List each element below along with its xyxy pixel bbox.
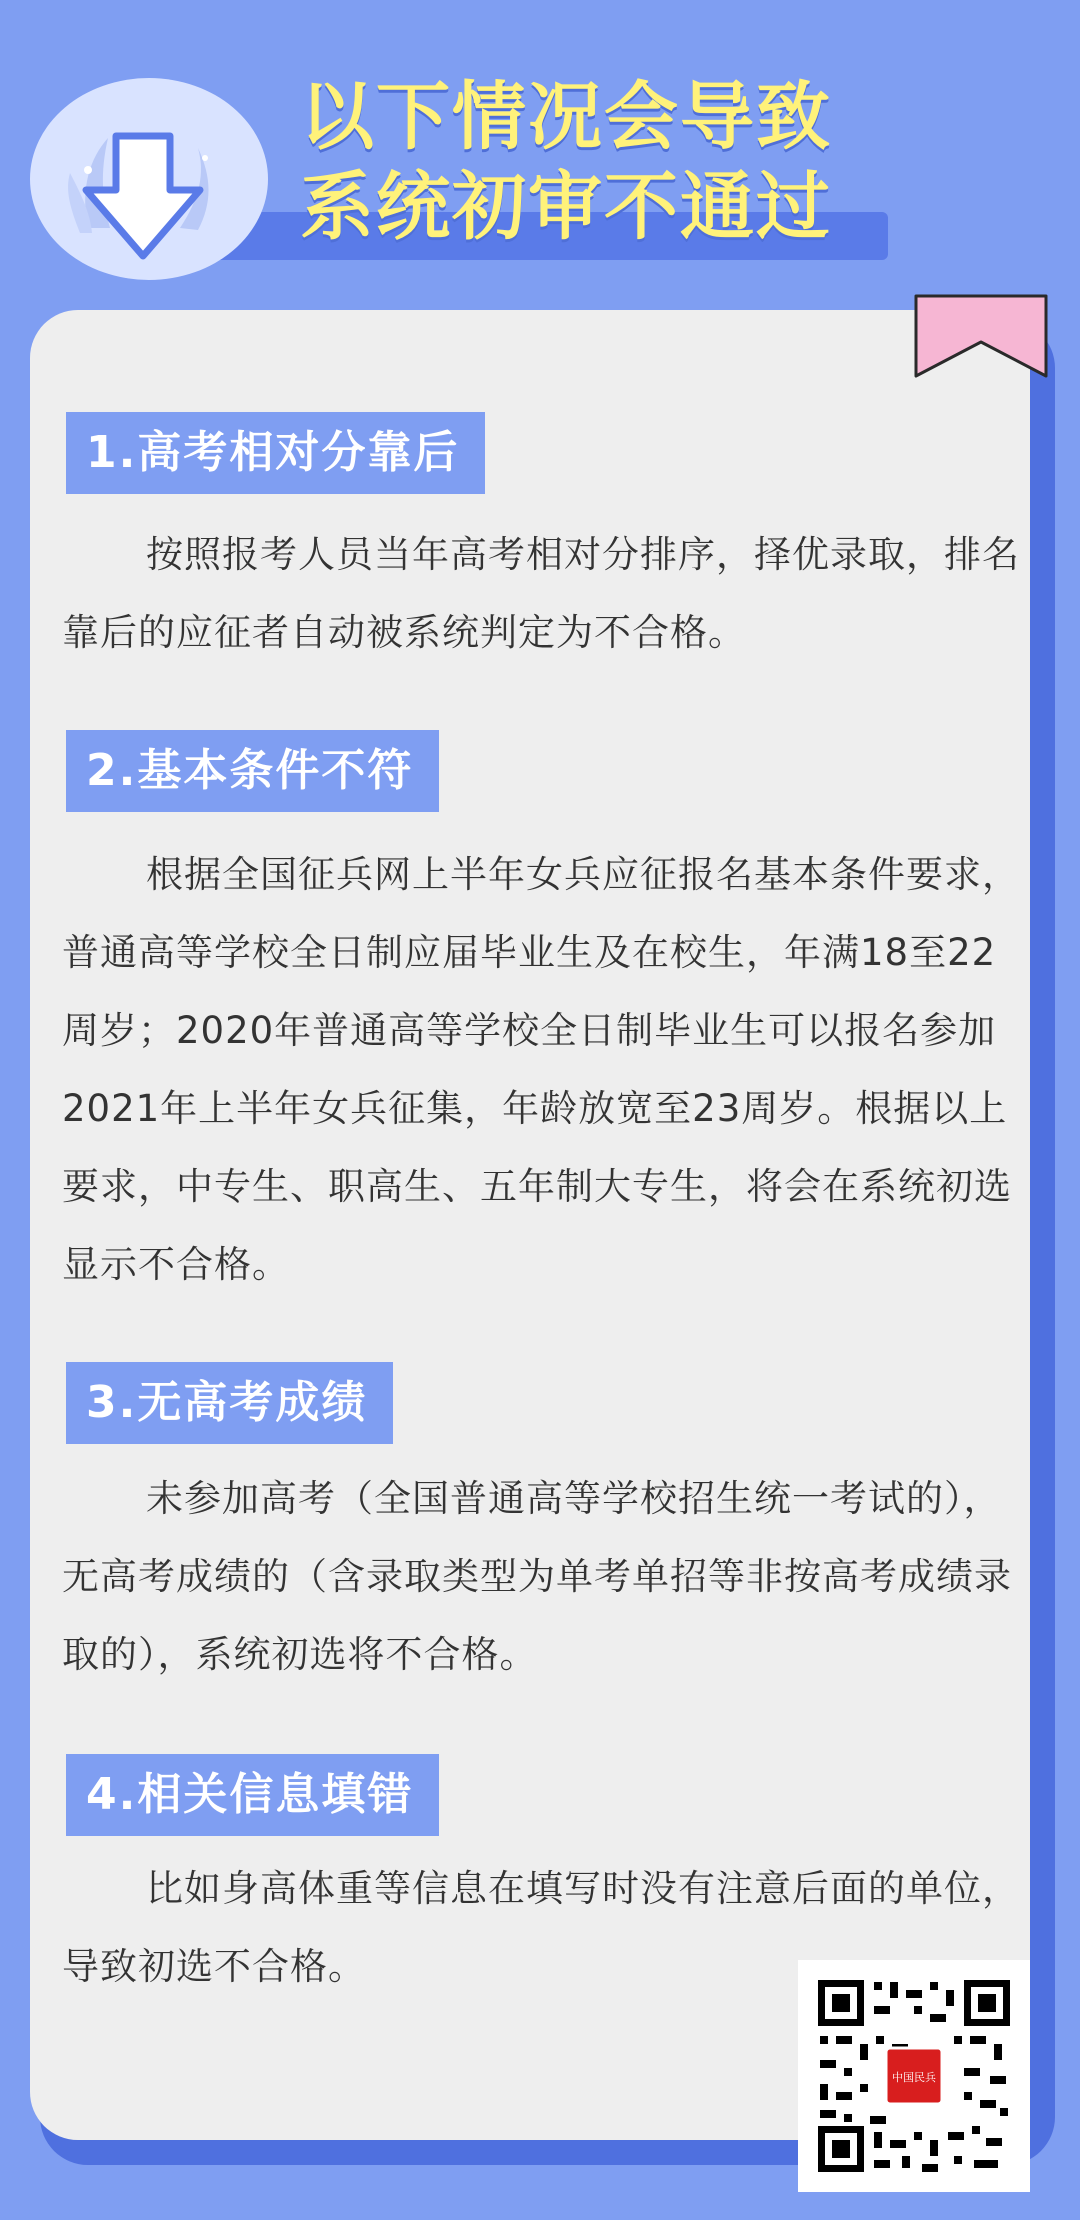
qr-logo-text: 中国民兵	[892, 2071, 936, 2084]
title-line-1: 以下情况会导致	[300, 74, 832, 160]
section-2-heading: 2.基本条件不符	[66, 730, 439, 812]
title-line-2: 系统初审不通过	[300, 164, 832, 250]
section-1-text: 按照报考人员当年高考相对分排序，择优录取，排名靠后的应征者自动被系统判定为不合格。	[62, 533, 1020, 654]
section-4-text: 比如身高体重等信息在填写时没有注意后面的单位，导致初选不合格。	[62, 1867, 1020, 1988]
qr-code[interactable]	[798, 1960, 1030, 2192]
section-1-heading: 1.高考相对分靠后	[66, 412, 485, 494]
section-3-heading: 3.无高考成绩	[66, 1362, 393, 1444]
section-2-text: 根据全国征兵网上半年女兵应征报名基本条件要求，普通高等学校全日制应届毕业生及在校生，年满18至22周岁；2020年普通高等学校全日制毕业生可以报名参加2021年上半年女兵征集，年龄放宽至23周岁。根据以上要求，中专生、职高生、五年制大专生，将会在系统初选显示不合格。	[62, 853, 1020, 1286]
page-title	[300, 72, 920, 252]
section-4-heading: 4.相关信息填错	[66, 1754, 439, 1836]
bookmark-icon	[912, 292, 1050, 380]
down-arrow-icon	[30, 78, 268, 280]
section-3-text: 未参加高考（全国普通高等学校招生统一考试的），无高考成绩的（含录取类型为单考单招等非按高考成绩录取的），系统初选将不合格。	[62, 1477, 1012, 1676]
arrow-badge	[30, 78, 268, 280]
qr-code-icon	[814, 1976, 1014, 2176]
